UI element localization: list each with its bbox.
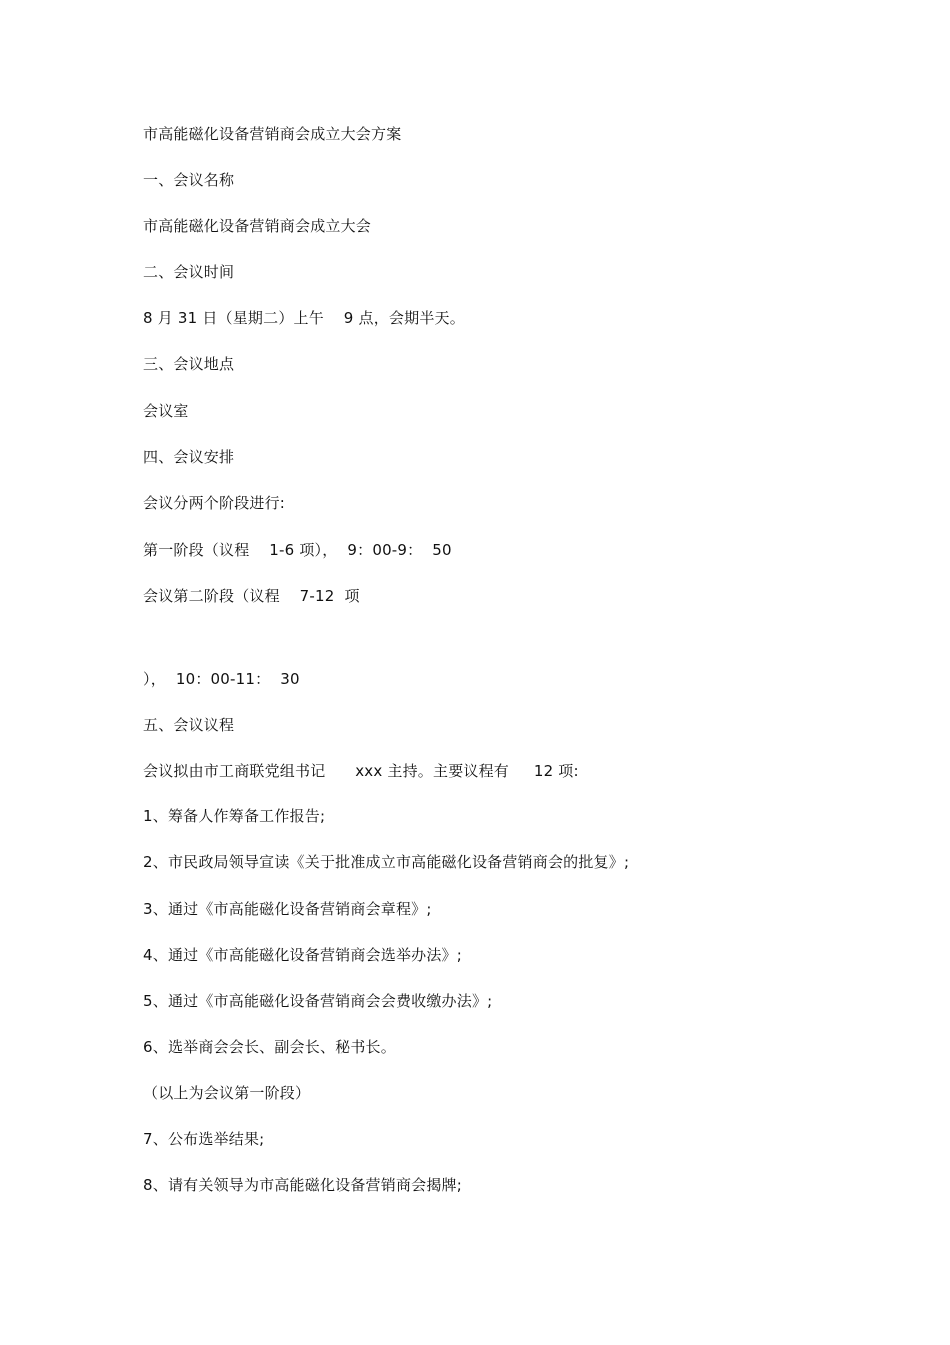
section2-body: 8 月 31 日（星期二）上午 9 点，会期半天。 (143, 309, 465, 327)
section4-stage2-start: 会议第二阶段（议程 7-12 项 (143, 587, 360, 605)
agenda-item: 4、通过《市高能磁化设备营销商会选举办法》; (143, 946, 462, 964)
section5-intro: 会议拟由市工商联党组书记 xxx 主持。主要议程有 12 项: (143, 762, 579, 780)
agenda-item: 7、公布选举结果; (143, 1130, 265, 1148)
section5-heading: 五、会议议程 (143, 716, 235, 734)
agenda-item: 6、选举商会会长、副会长、秘书长。 (143, 1038, 396, 1056)
agenda-item: 5、通过《市高能磁化设备营销商会会费收缴办法》; (143, 992, 493, 1010)
agenda-item: 1、筹备人作筹备工作报告; (143, 807, 326, 825)
section1-heading: 一、会议名称 (143, 171, 235, 189)
agenda-item: 8、请有关领导为市高能磁化设备营销商会揭牌; (143, 1176, 462, 1194)
document-title: 市高能磁化设备营销商会成立大会方案 (143, 125, 402, 143)
section4-intro: 会议分两个阶段进行: (143, 494, 286, 512)
section4-stage1: 第一阶段（议程 1-6 项）， 9：00-9： 50 (143, 541, 452, 559)
agenda-item: 3、通过《市高能磁化设备营销商会章程》; (143, 900, 432, 918)
agenda-note: （以上为会议第一阶段） (143, 1084, 311, 1102)
section2-heading: 二、会议时间 (143, 263, 235, 281)
section1-body: 市高能磁化设备营销商会成立大会 (143, 217, 372, 235)
section4-stage2-end: ）， 10：00-11： 30 (143, 670, 300, 688)
section3-body: 会议室 (143, 402, 189, 420)
section4-heading: 四、会议安排 (143, 448, 235, 466)
agenda-item: 2、市民政局领导宣读《关于批准成立市高能磁化设备营销商会的批复》; (143, 853, 630, 871)
section3-heading: 三、会议地点 (143, 355, 235, 373)
